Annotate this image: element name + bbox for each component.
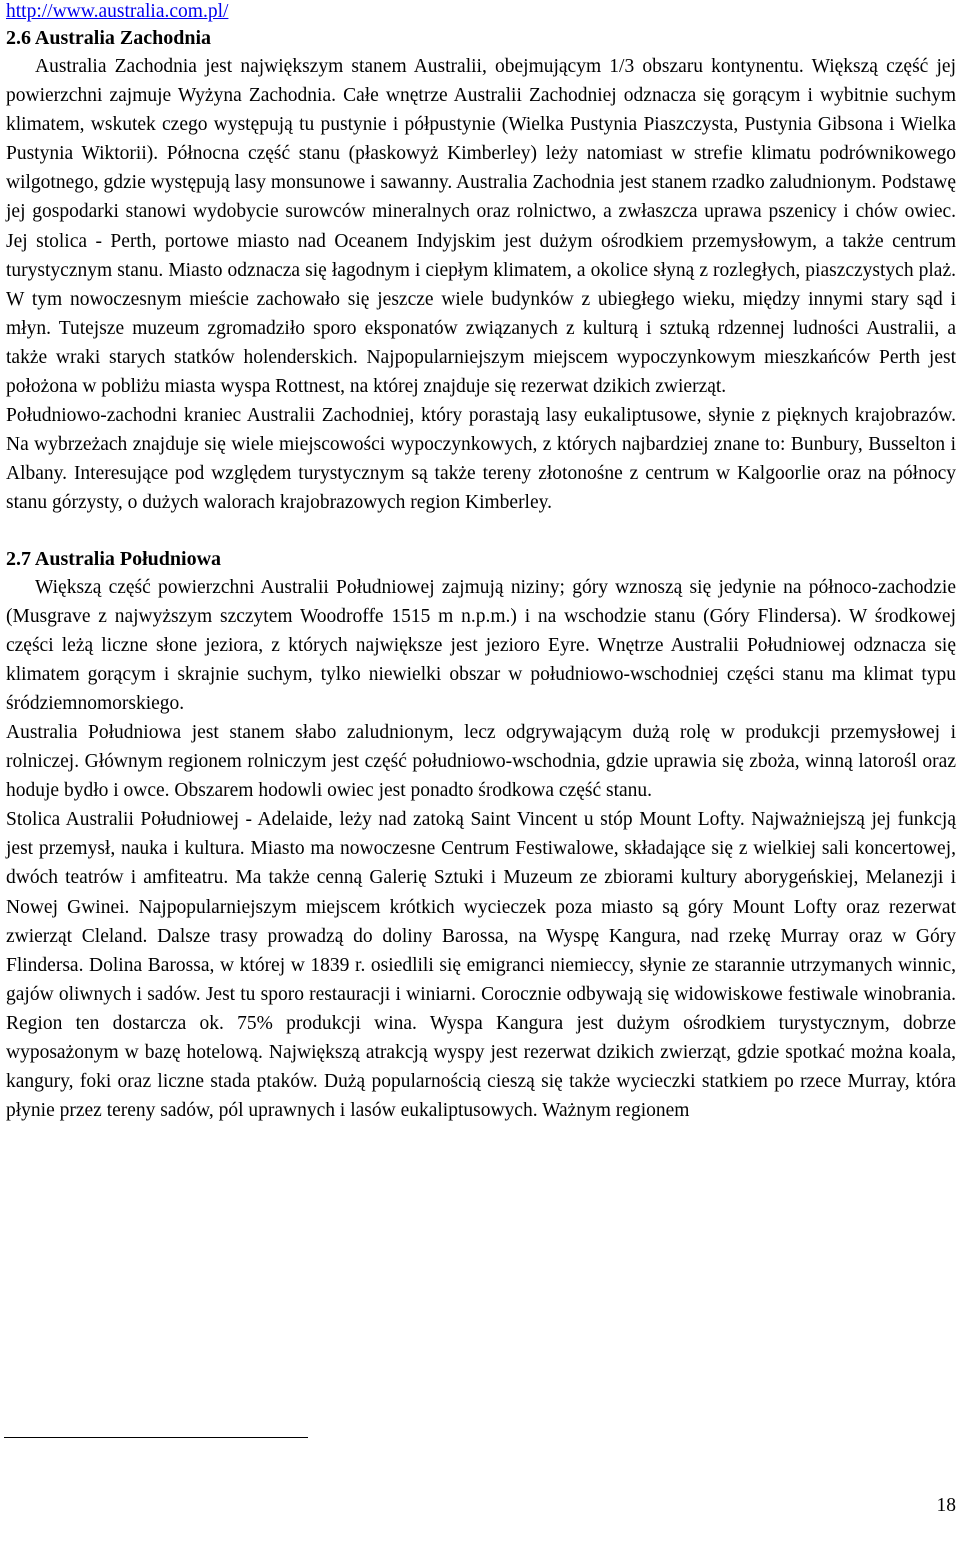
section-heading-australia-poludniowa: 2.7 Australia Południowa	[6, 547, 222, 570]
paragraph: Większą część powierzchni Australii Południowej zajmują niziny; góry wznoszą się jedynie na północo-zachodzie (Musgrave z najwyższym szczytem Woodroffe 1515 m n.p.m.) i na wschodzie stanu (Góry Flindersa). W środkowej części leżą liczne słone jeziora, z których największe jest jezioro Eyre. Wnętrze Australii Południowej odznacza się klimatem gorącym i skrajnie suchym, tylko niewielki obszar w południowo-wschodniej części stanu ma klimat typu śródziemnomorskiego.	[6, 576, 956, 714]
page-number: 18	[936, 1495, 956, 1516]
document-page	[6, 0, 956, 1125]
section-heading-australia-zachodnia: 2.6 Australia Zachodnia	[6, 27, 212, 49]
paragraph: Australia Południowa jest stanem słabo zaludnionym, lecz odgrywającym dużą rolę w produkcji przemysłowej i rolniczej. Głównym regionem rolniczym jest część południowo-wschodnia, gdzie uprawia się zboża, winną latorośl oraz hoduje bydło i owce. Obszarem hodowli owiec jest ponadto środkowa część stanu.	[6, 721, 956, 802]
paragraph: Południowo-zachodni kraniec Australii Zachodniej, który porastają lasy eukaliptusowe, słynie z pięknych krajobrazów. Na wybrzeżach znajduje się wiele miejscowości wypoczynkowych, z których najbardziej znane to: Bunbury, Busselton i Albany. Interesujące pod względem turystycznym są także tereny złotonośne z centrum w Kalgoorlie oraz na północy stanu górzysty, o dużych walorach krajobrazowych region Kimberley.	[6, 405, 956, 514]
paragraph: Australia Zachodnia jest największym stanem Australii, obejmującym 1/3 obszaru kontynentu. Większą część jej powierzchni zajmuje Wyżyna Zachodnia. Całe wnętrze Australii Zachodniej odznacza się gorącym i wybitnie suchym klimatem, wskutek czego występują tu pustynie i półpustynie (Wielka Pustynia Piaszczysta, Pustynia Gibsona i Wielka Pustynia Wiktorii). Północna część stanu (płaskowyż Kimberley) leży natomiast w strefie klimatu podrównikowego wilgotnego, gdzie występują lasy monsunowe i sawanny. Australia Zachodnia jest stanem rzadko zaludnionym. Podstawę jej gospodarki stanowi wydobycie surowców mineralnych oraz rolnictwo, a zwłaszcza uprawa pszenicy i chów owiec. Jej stolica - Perth, portowe miasto nad Oceanem Indyjskim jest dużym ośrodkiem przemysłowym, a także centrum turystycznym stanu. Miasto odznacza się łagodnym i ciepłym klimatem, a okolice słyną z rozległych, piaszczystych plaż. W tym nowoczesnym mieście zachowało się jeszcze wiele budynków z ubiegłego wieku, między innymi stary sąd i młyn. Tutejsze muzeum zgromadziło sporo eksponatów związanych z kulturą i sztuką rdzennej ludności Australii, a także wraki starych statków holenderskich. Najpopularniejszym miejscem wypoczynkowym mieszkańców Perth jest położona w pobliżu miasta wyspa Rottnest, na której znajduje się rezerwat dzikich zwierząt.	[6, 56, 956, 398]
footnote-separator	[4, 1437, 308, 1438]
section-spacer	[6, 518, 956, 545]
paragraph: Stolica Australii Południowej - Adelaide, leży nad zatoką Saint Vincent u stóp Mount Lofty. Najważniejszą jej funkcją jest przemysł, nauka i kultura. Miasto ma nowoczesne Centrum Festiwalowe, składające się z wielkiej sali koncertowej, dwóch teatrów i amfiteatru. Ma także cenną Galerię Sztuki i Muzeum ze zbiorami kultury aborygeńskiej, Melanezji i Nowej Gwinei. Najpopularniejszym miejscem krótkich wycieczek poza miasto są góry Mount Lofty oraz rezerwat zwierząt Cleland. Dalsze trasy prowadzą do doliny Barossa, na Wyspę Kangura, nad rzekę Murray oraz w Góry Flindersa. Dolina Barossa, w której w 1839 r. osiedlili się emigranci niemieccy, słynie ze starannie utrzymanych winnic, gajów oliwnych i sadów. Jest tu sporo restauracji i winiarni. Corocznie odbywają się widowiskowe festiwale winobrania. Region ten dostarcza ok. 75% produkcji wina. Wyspa Kangura jest dużym ośrodkiem turystycznym, dobrze wyposażonym w bazę hotelową. Największą atrakcją wyspy jest rezerwat dzikich zwierząt, gdzie spotkać można koala, kangury, foki oraz liczne stada ptaków. Dużą popularnością cieszą się także wycieczki statkiem po rzece Murray, która płynie przez tereny sadów, pól uprawnych i lasów eukaliptusowych. Ważnym regionem	[6, 809, 956, 1122]
source-link[interactable]: http://www.australia.com.pl/	[6, 1, 229, 22]
